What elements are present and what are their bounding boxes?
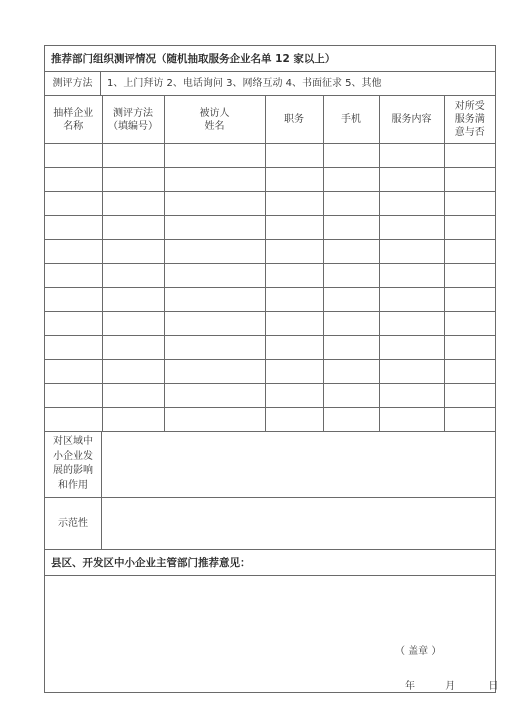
table-row — [45, 216, 495, 240]
table-cell — [265, 288, 323, 312]
table-cell — [45, 336, 102, 360]
table-cell — [323, 168, 379, 192]
table-cell — [164, 360, 265, 384]
table-cell — [265, 384, 323, 408]
table-cell — [164, 168, 265, 192]
header-line: 测评方法 — [113, 107, 153, 119]
evaluation-method-options: 1、上门拜访 2、电话询问 3、网络互动 4、书面征求 5、其他 — [107, 78, 382, 89]
table-cell — [102, 288, 164, 312]
county-opinion-heading: 县区、开发区中小企业主管部门推荐意见： — [45, 550, 495, 576]
table-cell — [265, 216, 323, 240]
table-cell — [45, 144, 102, 168]
table-cell — [265, 312, 323, 336]
table-cell — [265, 336, 323, 360]
table-cell — [164, 408, 265, 432]
table-cell — [45, 288, 102, 312]
impact-label-line: 展的影响 — [53, 465, 93, 476]
table-cell — [379, 192, 444, 216]
impact-label-line: 对区域中 — [53, 436, 93, 447]
table-cell — [45, 192, 102, 216]
table-cell — [379, 168, 444, 192]
table-cell — [323, 264, 379, 288]
evaluation-form — [44, 45, 499, 693]
table-cell — [45, 240, 102, 264]
table-cell — [45, 168, 102, 192]
header-service-content — [379, 96, 444, 144]
table-cell — [265, 192, 323, 216]
table-cell — [323, 144, 379, 168]
table-row — [45, 336, 495, 360]
header-line: 名称 — [63, 120, 84, 132]
table-row — [45, 312, 495, 336]
table-cell — [444, 288, 495, 312]
table-cell — [323, 408, 379, 432]
table-cell — [379, 336, 444, 360]
regional-impact-label — [45, 432, 102, 497]
table-row — [45, 168, 495, 192]
demonstration-label: 示范性 — [45, 498, 102, 549]
table-cell — [444, 384, 495, 408]
table-cell — [102, 408, 164, 432]
table-cell — [323, 336, 379, 360]
header-satisfaction — [444, 96, 495, 144]
header-line: 抽样企业 — [53, 107, 94, 119]
table-cell — [379, 240, 444, 264]
table-cell — [164, 192, 265, 216]
table-cell — [164, 240, 265, 264]
header-line: 被访人 — [199, 107, 230, 119]
date-line — [405, 677, 498, 692]
table-cell — [265, 240, 323, 264]
table-cell — [45, 312, 102, 336]
evaluation-method-label: 测评方法 — [45, 72, 101, 95]
header-line: 职务 — [284, 114, 304, 125]
header-evaluation-method — [102, 96, 164, 144]
table-cell — [45, 408, 102, 432]
regional-impact-row — [45, 432, 495, 498]
header-position — [265, 96, 323, 144]
table-cell — [164, 384, 265, 408]
evaluation-method-row — [45, 72, 495, 96]
table-cell — [379, 144, 444, 168]
table-cell — [379, 264, 444, 288]
header-line: 意与否 — [454, 127, 485, 138]
table-cell — [323, 312, 379, 336]
table-cell — [265, 408, 323, 432]
header-interviewee-name — [164, 96, 265, 144]
header-line: （填编号） — [108, 120, 158, 132]
header-line: 服务内容 — [391, 114, 432, 125]
demonstration-row — [45, 498, 495, 550]
table-cell — [102, 264, 164, 288]
date-month: 月 — [445, 681, 456, 692]
table-row — [45, 288, 495, 312]
table-cell — [323, 360, 379, 384]
impact-label-line: 小企业发 — [53, 450, 93, 462]
table-row — [45, 384, 495, 408]
table-cell — [164, 216, 265, 240]
table-cell — [102, 360, 164, 384]
table-cell — [102, 216, 164, 240]
header-enterprise-name — [45, 96, 102, 144]
table-cell — [102, 168, 164, 192]
table-cell — [102, 192, 164, 216]
table-cell — [444, 216, 495, 240]
table-cell — [379, 384, 444, 408]
table-cell — [323, 192, 379, 216]
table-cell — [265, 168, 323, 192]
seal-placeholder: （ 盖章 ） — [395, 646, 442, 657]
table-cell — [102, 336, 164, 360]
table-cell — [379, 288, 444, 312]
table-cell — [379, 408, 444, 432]
table-cell — [45, 384, 102, 408]
table-cell — [323, 384, 379, 408]
table-cell — [164, 336, 265, 360]
table-cell — [379, 216, 444, 240]
date-day: 日 — [488, 681, 499, 692]
table-cell — [164, 288, 265, 312]
header-line: 姓名 — [204, 120, 225, 132]
table-row — [45, 360, 495, 384]
header-line: 服务满 — [454, 114, 485, 125]
table-cell — [444, 408, 495, 432]
form-title: 推荐部门组织测评情况（随机抽取服务企业名单 12 家以上） — [45, 46, 495, 72]
table-cell — [164, 312, 265, 336]
date-year: 年 — [405, 681, 415, 692]
table-cell — [45, 360, 102, 384]
table-cell — [379, 312, 444, 336]
header-line: 手机 — [341, 114, 361, 125]
table-cell — [102, 312, 164, 336]
table-cell — [102, 144, 164, 168]
table-cell — [444, 264, 495, 288]
header-line: 对所受 — [454, 101, 485, 112]
table-cell — [102, 384, 164, 408]
table-cell — [444, 312, 495, 336]
table-cell — [379, 360, 444, 384]
table-cell — [323, 288, 379, 312]
table-cell — [444, 144, 495, 168]
table-cell — [164, 264, 265, 288]
table-row — [45, 264, 495, 288]
table-row — [45, 144, 495, 168]
table-cell — [265, 264, 323, 288]
table-row — [45, 240, 495, 264]
sample-enterprise-table — [45, 96, 495, 432]
table-cell — [444, 360, 495, 384]
table-header-row — [45, 96, 495, 144]
table-cell — [102, 240, 164, 264]
table-cell — [45, 264, 102, 288]
table-cell — [444, 192, 495, 216]
header-mobile — [323, 96, 379, 144]
table-cell — [265, 144, 323, 168]
table-cell — [323, 216, 379, 240]
table-cell — [444, 336, 495, 360]
table-cell — [45, 216, 102, 240]
impact-label-line: 和作用 — [58, 479, 88, 491]
table-cell — [323, 240, 379, 264]
table-cell — [265, 360, 323, 384]
table-cell — [444, 240, 495, 264]
table-row — [45, 192, 495, 216]
table-cell — [444, 168, 495, 192]
table-cell — [164, 144, 265, 168]
table-row — [45, 408, 495, 432]
